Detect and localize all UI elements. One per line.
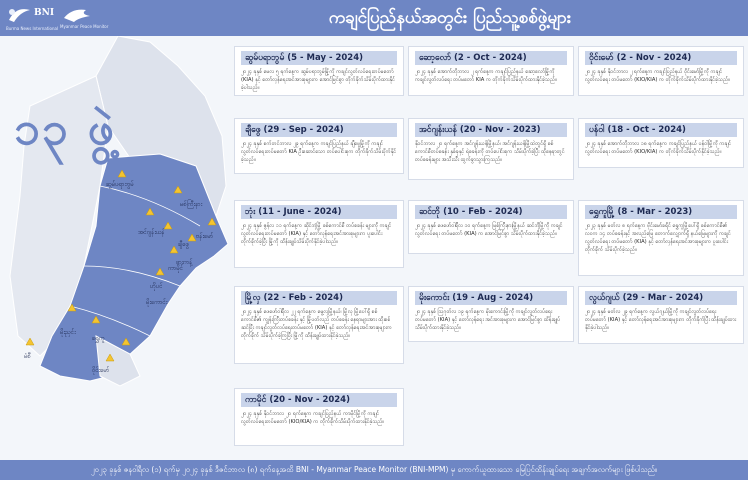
card-body: ၂၀၂၄ ခုနှစ် ဖေဖော်ဝါရီလ ၂၂ ရက်နေ့က မွေ့လှမြို့နယ်၊ မြို့လှ မြို့ပေါ်ရှိ စစ်ကောင်စီ၏ ကျွန်းကြီးတပ်စခန်း နှင့် မြို့ပတ်လည် တပ်စခန်း နေရာများအား ထိုးစစ်ဆင်ပြီး ကချင်လွတ်လပ်ရေးတပ်မတော် (KIA) နှင့် တော်လှန်ရေးအင်အားစုများက တိုက်ခိုက် သိမ်းပိုက်ခဲ့ကြပြီး မြို့ကို ထိန်းချုပ်ထားနိုင်ခဲ့သည်။ [241,309,392,339]
card-body: ၂၀၂၄ ခုနှစ် နိုဝင်ဘာလ ၂ ရက်နေ့က ကချင်ပြည်နယ် ဝိုင်းမော်မြို့ကို ကချင်လွတ်လပ်ရေး တပ်မတော် (KIO/KIA) က တိုက်ခိုက်သိမ်းပိုက်ထားနိုင်ခဲ့သည်။ [585,69,730,83]
card-title: ဘုံး (11 - June - 2024) [241,205,397,219]
card-myohla [234,286,404,364]
kachin-map [0,36,232,460]
page-title: ကချင်ပြည်နယ်အတွင်း ပြည်သူ့စစ်ဖွဲ့များ [328,8,572,28]
card-title: ပန်ဝါ (18 - Oct - 2024) [585,123,737,137]
card-bhamo [234,200,404,268]
card-lwegel [578,286,744,344]
logo-text: BNI [34,8,55,18]
card-body: ၂၀၂၄ ခုနှစ် အောက်တိုဘာလ ၁၈ ရက်နေ့က ကချင်ပြည်နယ် ပန်ဝါမြို့ကို ကချင်လွတ်လပ်ရေး တပ်မတော် (KIO/KIA) က တိုက်ခိုက်သိမ်းပိုက်နိုင်ခဲ့သည်။ [585,141,732,155]
card-title: မိုးကောင်း (19 - Aug - 2024) [415,291,567,305]
card-chipwi [234,118,404,174]
card-title: အင်ဂျန်းယန် (20 - Nov - 2023) [415,123,567,137]
card-kamaing [234,388,404,446]
card-title: ဆင်ဘို (10 - Feb - 2024) [415,205,567,219]
place-label: ကာမိုင် [168,265,184,272]
card-mogaung [408,286,574,342]
place-label: ဆွမ်ပရာဘွမ် [106,181,134,188]
place-label: ဖားကန့် [176,259,193,266]
place-label: ဟိုပင် [150,283,163,290]
logo-subtitle: Burma News International [6,26,59,31]
card-body: ၂၀၂၄ ခုနှစ် အောက်တိုဘာလ ၂ ရက်နေ့က ကချင်ပြည်နယ် ဆော့လော်မြို့ကို ကချင်လွတ်လပ်ရေး တပ်မတော် KIA က တိုက်ခိုက်သိမ်းပိုက်ထားနိုင်ခဲ့သည်။ [415,69,557,83]
place-label: မစ်ကြီးနား [180,201,203,208]
card-body: ၂၀၂၄ ခုနှစ် မေလ ၅ ရက်နေ့က ဆွမ်ပရာဘွမ်မြို့ကို ကချင်လွတ်လပ်ရေးတပ်မတော် (KIA) နှင့် တော်လှန်ရေးအင်အားစုများက အောင်မြင်စွာ တိုက်ခိုက်သိမ်းပိုက်ထားနိုင်ခဲ့ပါသည်။ [241,69,396,91]
card-title: ဝိုင်းမော် (2 - Nov - 2024) [585,51,737,65]
card-body: ၂၀၂၄ ခုနှစ် ဇွန်လ ၁၁ ရက်နေ့က ဆိုင်ဘုံမြို့ စစ်ကောင်စီ တပ်စခန်း များကို ကချင်လွတ်လပ်ရေးတပ်မတော် (KIA) နှင့် တော်လှန်ရေးအင်အားစုများက ပူးပေါင်း တိုက်ခိုက်ခဲ့ပြီး မြို့ကို ထိန်းချုပ်သိမ်းပိုက်နိုင်ခဲ့ပါသည်။ [241,223,392,245]
place-label: အင်ဂျန်းယန် [138,229,165,236]
partner-logo [60,6,109,30]
unit-count: ၁၃ ဖွဲ့ [14,101,117,155]
partner-subtitle: Myanmar Peace Monitor [60,24,109,29]
card-title: ချီဖွေ (29 - Sep - 2024) [241,123,397,137]
place-label: ချီဖွေ [178,241,190,248]
card-sinbo [408,200,574,254]
card-title: ဆော့လော် (2 - Oct - 2024) [415,51,567,65]
card-body: ၂၀၂၄ ခုနှစ် ဩဂုတ်လ ၁၉ ရက်နေ့က မိုးကောင်းမြို့ကို ကချင်လွတ်လပ်ရေးတပ်မတော် (KIA) နှင့် တော်လှန်ရေး အင်အားစုများက အောင်မြင်စွာ ထိန်းချုပ်သိမ်းပိုက်ထားနိုင်ခဲ့သည်။ [415,309,561,331]
place-label: မိုးကောင်း [146,299,168,306]
card-panwa [578,118,744,168]
card-title: မြို့လှ (22 - Feb - 2024) [241,291,397,305]
card-injangyang [408,118,574,180]
card-body: နိုဝင်ဘာလ ၂၀ ရက်နေ့က အင်ဂျန်းယန်မြို့နယ်၊ အင်ဂျန်းယန်မြို့ထဲတွင်ရှိ စစ်ကောင်စီတပ်စခန်း နှစ်ခုနှင့် ရဲစခန်းကို တပ်ပေါင်းစုက သိမ်းပိုက်ခဲ့ပြီး ထိုနေရာတွင် တပ်စခန်းများ အသီးသီး ထွက်ခွာသွားကြသည်။ [415,141,565,163]
card-title: ရွှေကူမြို့ (8 - Mar - 2023) [585,205,737,219]
place-label: ဝိုင်းမော် [92,367,110,374]
card-body: ၂၀၂၄ ခုနှစ် မတ်လ ၂၉ ရက်နေ့က လွယ်ဂျယ်မြို့ကို ကချင်လွတ်လပ်ရေးတပ်မတော် (KIA) နှင့် တော်လှန်ရေးအင်အားစုများက တိုက်ခိုက်ပြီး ထိန်းချုပ်ထားနိုင်ခဲ့ပါသည်။ [585,309,737,331]
card-title: လွယ်ဂျယ် (29 - Mar - 2024) [585,291,737,305]
card-title: ဆွမ်ပရာဘွမ် (5 - May - 2024) [241,51,397,65]
card-title: ကာမိုင် (20 - Nov - 2024) [241,393,397,407]
place-label: ဗန်းမော် [196,233,214,240]
dove-icon [60,6,94,24]
card-body: ၂၀၂၄ ခုနှစ် စက်တင်ဘာလ ၂၉ ရက်နေ့က ကချင်ပြည်နယ် ချီဖွေမြို့ကို ကချင်လွတ်လပ်ရေးတပ်မတော် KIA ဦးဆောင်သော တပ်ပေါင်းစုက တိုက်ခိုက်သိမ်းပိုက်နိုင်ခဲ့သည်။ [241,141,397,163]
place-label: မံစီ [24,353,31,360]
card-ssumprabum [234,46,404,96]
card-body: ၂၀၂၄ ခုနှစ် ဖေဖော်ဝါရီလ ၁၀ ရက်နေ့က မြစ်ကြီးနားမြို့နယ် ဆင်ဘိုမြို့ကို ကချင်လွတ်လပ်ရေး တပ်မတော် (KIA) က အောင်မြင်စွာ သိမ်းပိုက်ထားနိုင်ခဲ့သည်။ [415,223,563,237]
bni-mark-icon [6,4,34,26]
footer-note: ၂၀၂၃ ခုနှစ် ဇနဝါရီလ (၁) ရက်မှ ၂၀၂၄ ခုနှစ် ဒီဇင်ဘာလ (၈) ရက်နေ့အထိ BNI - Myanmar Peace Monitor (BNI-MPM) မှ ကောက်ယူထားသော မြေပြင်ထိန်းချုပ်ရေး အချက်အလက်များ ဖြစ်ပါသည်။ [0,460,748,480]
card-body: ၂၀၂၃ ခုနှစ် မတ်လ ၈ ရက်နေ့က ဗိုင်းမော်ခရိုင် ရွှေကူမြို့ပေါ်ရှိ စစ်ကောင်စီ၏ လဝက ၁၄ တပ်စခန်းနှင့် အလည်မြေ တောက်လျှောက်ရှိ နယ်မြေများကို ကချင်လွတ်လပ်ရေး တပ်မတော် (KIA) နှင့် တော်လှန်ရေးအင်အားစုများက ပူးပေါင်း တိုက်ခိုက် သိမ်းပိုက်ခဲ့သည်။ [585,223,731,253]
card-waingmaw [578,46,744,96]
card-body: ၂၀၂၄ ခုနှစ် နိုဝင်ဘာလ ၂၀ ရက်နေ့က ကချင်ပြည်နယ် ကာမိုင်မြို့ကို ကချင်လွတ်လပ်ရေးတပ်မတော် (KIO/KIA) က တိုက်ခိုက်သိမ်းပိုက်ထားနိုင်ခဲ့သည်။ [241,411,385,425]
header-bar [0,0,748,36]
card-sawlaw [408,46,574,96]
card-shwegu [578,200,744,276]
place-label: ရွှေကူ [92,335,105,342]
place-label: မိုးညှင်း [60,329,76,336]
bni-logo [6,4,58,32]
